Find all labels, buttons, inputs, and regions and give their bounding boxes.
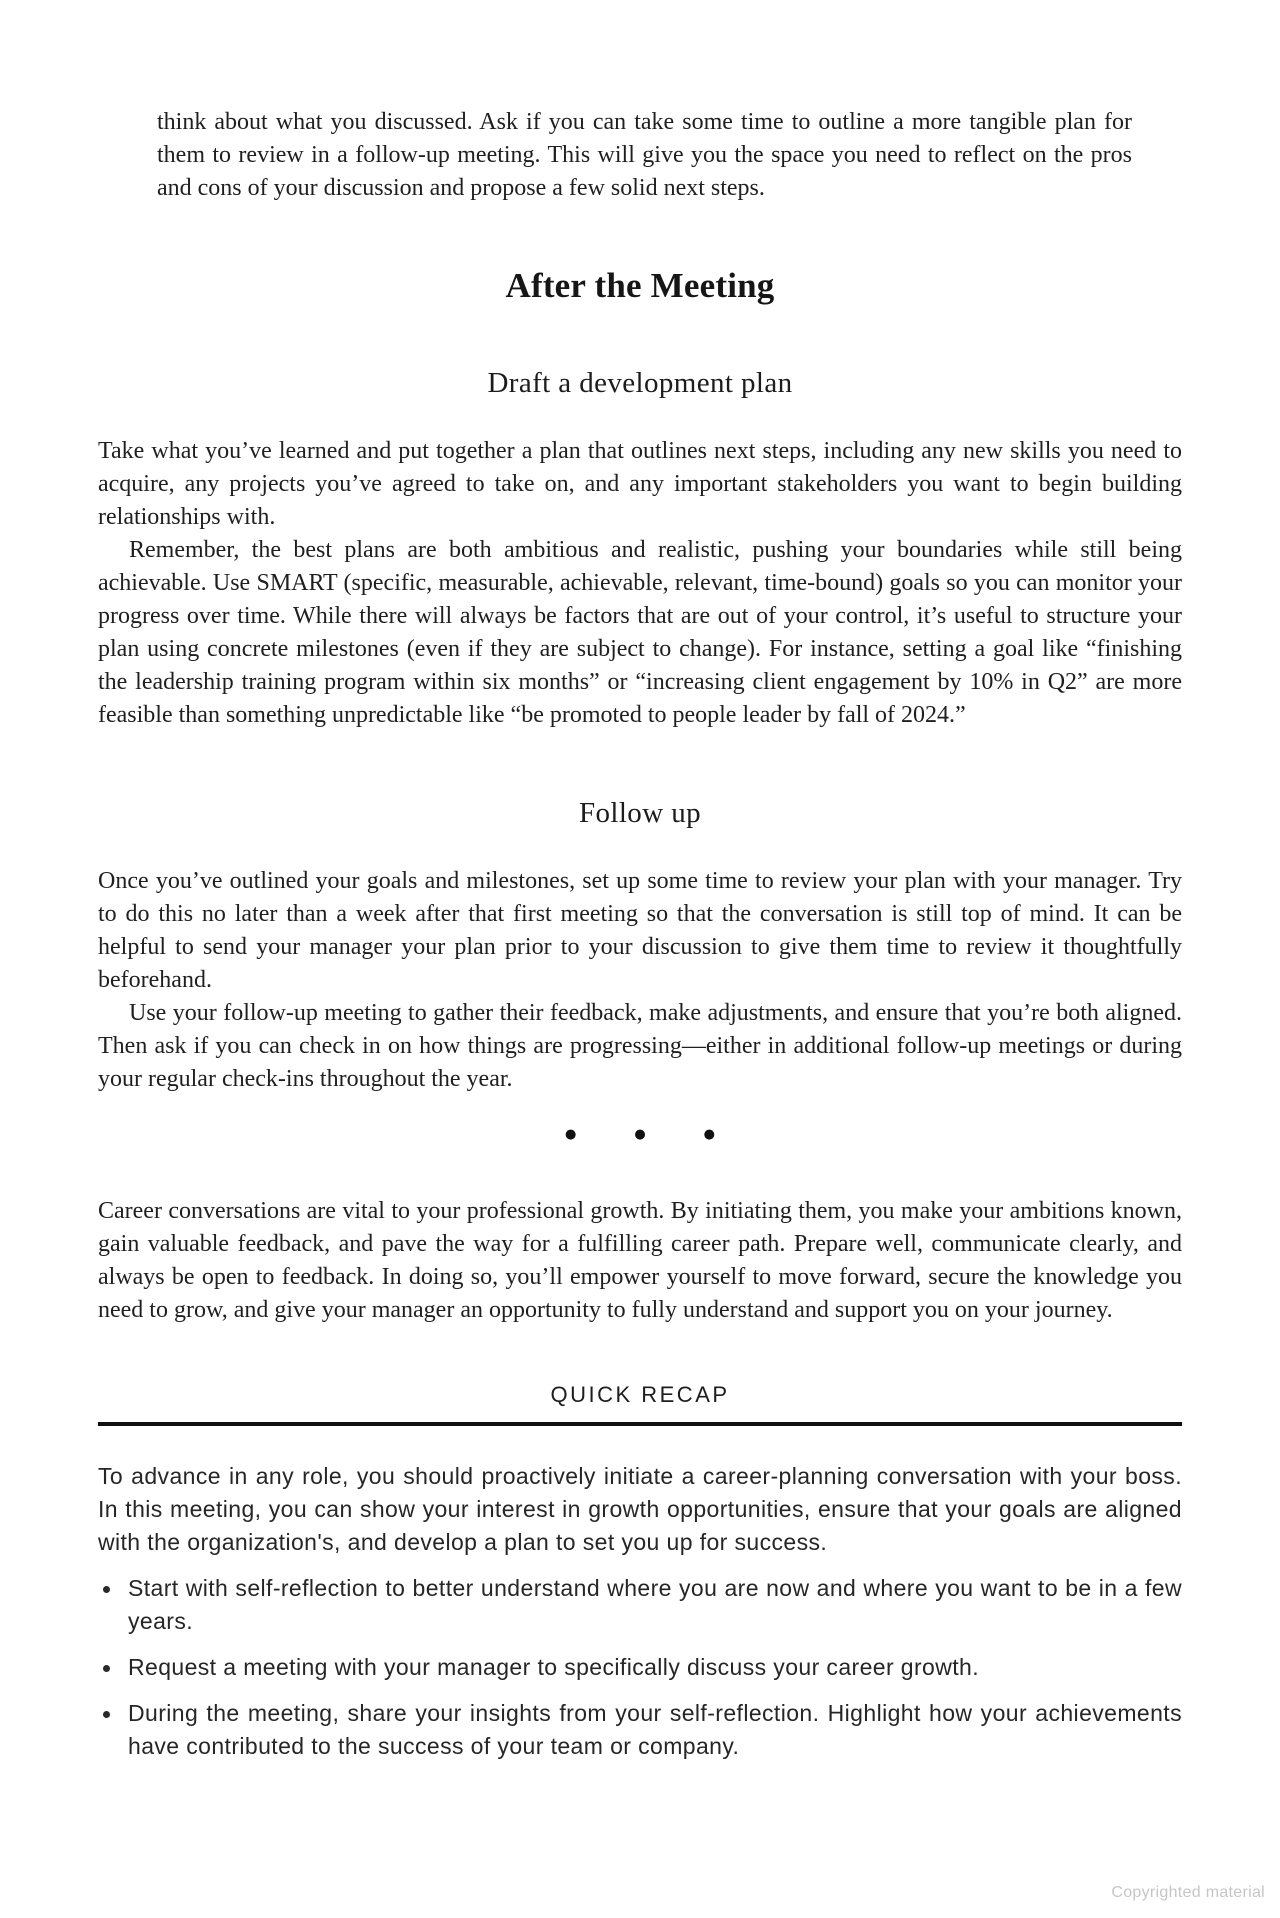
- closing-paragraph: Career conversations are vital to your professional growth. By initiating them, you make your ambitions known, gain valuable feedback, and pave the way for a fulfilling career path. Prepare well, communicate clearly, and always be open to feedback. In doing so, you’ll empower yourself to move forward, secure the knowledge you need to grow, and give your manager an opportunity to fully understand and support you on your journey.: [98, 1198, 1182, 1323]
- quick-recap-heading: QUICK RECAP: [550, 1382, 730, 1407]
- separator-dot-icon: ●: [703, 1126, 716, 1142]
- subsection-title-follow-up: Follow up: [578, 797, 702, 829]
- paragraph-follow-up-2: Use your follow-up meeting to gather their feedback, make adjustments, and ensure that you’re both aligned. Then ask if you can check in on how things are progressing—either in additional follow-up meetings or during your regular check-ins throughout the year.: [98, 1000, 1182, 1092]
- paragraph-draft-plan-2: Remember, the best plans are both ambitious and realistic, pushing your boundaries while still being achievable. Use SMART (specific, measurable, achievable, relevant, time-bound) goals so you can monitor your progress over time. While there will always be factors that are out of your control, it’s useful to structure your plan using concrete milestones (even if they are subject to change). For instance, setting a goal like “finishing the leadership training program within six months” or “increasing client engagement by 10% in Q2” are more feasible than something unpredictable like “be promoted to people leader by fall of 2024.”: [98, 537, 1182, 728]
- separator-dot-icon: ●: [634, 1126, 646, 1142]
- recap-summary-paragraph: To advance in any role, you should proactively initiate a career-planning conversation with your boss. In this meeting, you can show your interest in growth opportunities, ensure that your goals are aligned with the organization's, and develop a plan to set you up for success.: [98, 1463, 1182, 1555]
- recap-bullet-1: Start with self-reflection to better understand where you are now and where you want to be in a few years.: [128, 1575, 1182, 1634]
- section-separator: [98, 1126, 1182, 1142]
- paragraph-follow-up-1: Once you’ve outlined your goals and milestones, set up some time to review your plan with your manager. Try to do this no later than a week after that first meeting so that the conversation is still top of mind. It can be helpful to send your manager your plan prior to your discussion to give them time to review it thoughtfully beforehand.: [98, 868, 1182, 993]
- bullet-marker: [98, 1697, 128, 1718]
- bullet-marker: [98, 1651, 128, 1672]
- recap-bullet-2: Request a meeting with your manager to specifically discuss your career growth.: [128, 1654, 980, 1680]
- list-item: [98, 1697, 1182, 1763]
- copyright-watermark: Copyrighted material: [1111, 1884, 1265, 1901]
- paragraph-draft-plan-1: Take what you’ve learned and put together a plan that outlines next steps, including any new skills you need to acquire, any projects you’ve agreed to take on, and any important stakeholders you want to begin building relationships with.: [98, 438, 1182, 530]
- bullet-marker: [98, 1572, 128, 1593]
- divider-rule: [98, 1422, 1182, 1426]
- list-item: [98, 1572, 1182, 1638]
- recap-bullet-3: During the meeting, share your insights from your self-reflection. Highlight how your achievements have contributed to the success of your team or company.: [128, 1700, 1182, 1759]
- separator-dot-icon: ●: [564, 1126, 577, 1142]
- list-item: [98, 1651, 1182, 1684]
- recap-bullet-list: [98, 1572, 1182, 1763]
- subsection-title-draft-plan: Draft a development plan: [487, 367, 793, 399]
- continuation-paragraph: think about what you discussed. Ask if you can take some time to outline a more tangible plan for them to review in a follow-up meeting. This will give you the space you need to reflect on the pros and cons of your discussion and propose a few solid next steps.: [157, 109, 1132, 201]
- chapter-heading: After the Meeting: [505, 266, 775, 305]
